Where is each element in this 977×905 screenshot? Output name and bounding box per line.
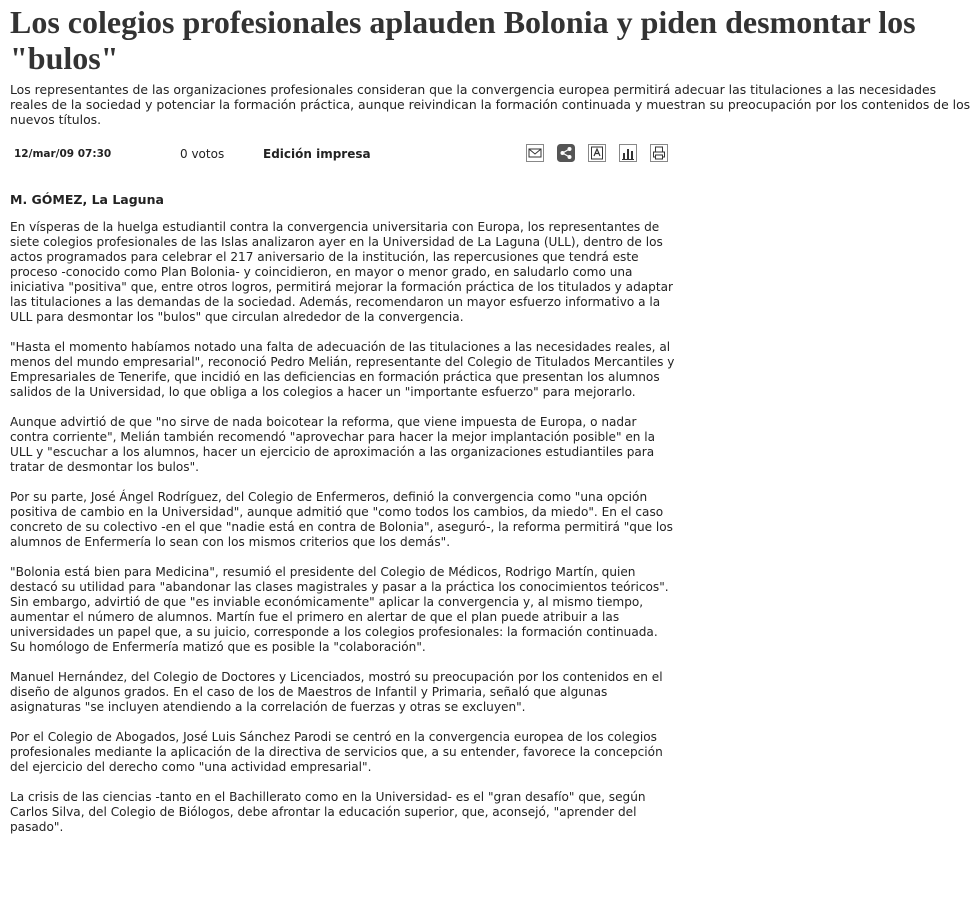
article-meta-bar: [0, 143, 680, 169]
vote-count: 0 votos: [180, 147, 225, 161]
email-icon[interactable]: [526, 144, 544, 162]
article-paragraph: Aunque advirtió de que "no sirve de nada boicotear la reforma, que viene impuesta de Europa, o nadar contra corriente", Melián también recomendó "aprovechar para hacer la mejor implantación posible" en la ULL y "escuchar a los alumnos, hacer un ejercicio de aproximación a las organizaciones estudiantiles para tratar de desmontar los bulos".: [10, 415, 656, 474]
article-body: [10, 220, 675, 850]
article-paragraph: "Hasta el momento habíamos notado una falta de adecuación de las titulaciones a las necesidades reales, al menos del mundo empresarial", reconoció Pedro Melián, representante del Colegio de Titulados Mercantiles y Empresariales de Tenerife, que incidió en las deficiencias en formación práctica que presentan los alumnos salidos de la Universidad, lo que obliga a los colegios a hacer un "importante esfuerzo" para mejorarlo.: [10, 340, 675, 399]
article-paragraph: En vísperas de la huelga estudiantil contra la convergencia universitaria con Europa, los representantes de siete colegios profesionales de las Islas analizaron ayer en la Universidad de La Laguna (ULL), dentro de los actos programados para celebrar el 217 aniversario de la institución, las repercusiones que tendrá este proceso -conocido como Plan Bolonia- y coincidieron, en mayor o menor grado, en saludarlo como una iniciativa "positiva" que, entre otros logros, permitirá mejorar la formación práctica de los titulados y adaptar las titulaciones a las demandas de la sociedad. Además, recomendaron un mayor esfuerzo informativo a la ULL para desmontar los "bulos" que circulan alrededor de la convergencia.: [10, 220, 673, 324]
stats-icon[interactable]: [619, 144, 637, 162]
article-subtitle: Los representantes de las organizaciones profesionales consideran que la convergencia europea permitirá adecuar las titulaciones a las necesidades reales de la sociedad y potenciar la formación práctica, aunque reivindican la formación continuada y muestran su preocupación por los contenidos de los nuevos títulos.: [10, 82, 971, 127]
article-headline: Los colegios profesionales aplauden Bolonia y piden desmontar los "bulos": [10, 4, 916, 76]
share-icon[interactable]: [557, 144, 575, 162]
edition-label: Edición impresa: [263, 147, 371, 161]
enlarge-text-icon[interactable]: [588, 144, 606, 162]
article-author: M. GÓMEZ, La Laguna: [10, 192, 164, 207]
article-paragraph: Por su parte, José Ángel Rodríguez, del Colegio de Enfermeros, definió la convergencia como "una opción positiva de cambio en la Universidad", aunque admitió que "como todos los cambios, da miedo". En el caso concreto de su colectivo -en el que "nadie está en contra de Bolonia", aseguró-, la reforma permitirá "que los alumnos de Enfermería lo sean con los mismos criterios que los demás".: [10, 490, 673, 549]
publish-date: 12/mar/09 07:30: [14, 148, 112, 160]
article-paragraph: La crisis de las ciencias -tanto en el Bachillerato como en la Universidad- es el "gran desafío" que, según Carlos Silva, del Colegio de Biólogos, debe afrontar la educación superior, que, aconsejó, "aprender del pasado".: [10, 790, 646, 834]
article-paragraph: Por el Colegio de Abogados, José Luis Sánchez Parodi se centró en la convergencia europea de los colegios profesionales mediante la aplicación de la directiva de servicios que, a su entender, favorece la concepción del ejercicio del derecho como "una actividad empresarial".: [10, 730, 663, 774]
print-icon[interactable]: [650, 144, 668, 162]
article-paragraph: "Bolonia está bien para Medicina", resumió el presidente del Colegio de Médicos, Rodrigo Martín, quien destacó su utilidad para "abandonar las clases magistrales y pasar a la práctica los conocimientos teóricos". Sin embargo, advirtió de que "es inviable económicamente" aplicar la convergencia y, al mismo tiempo, aumentar el número de alumnos. Martín fue el primero en alertar de que el plan puede atribuir a las universidades un papel que, a su juicio, corresponde a los colegios profesionales: la formación continuada. Su homólogo de Enfermería matizó que es posible la "colaboración".: [10, 565, 669, 654]
article-paragraph: Manuel Hernández, del Colegio de Doctores y Licenciados, mostró su preocupación por los contenidos en el diseño de algunos grados. En el caso de los de Maestros de Infantil y Primaria, señaló que algunas asignaturas "se incluyen atendiendo a la correlación de fuerzas y otras se excluyen".: [10, 670, 663, 714]
